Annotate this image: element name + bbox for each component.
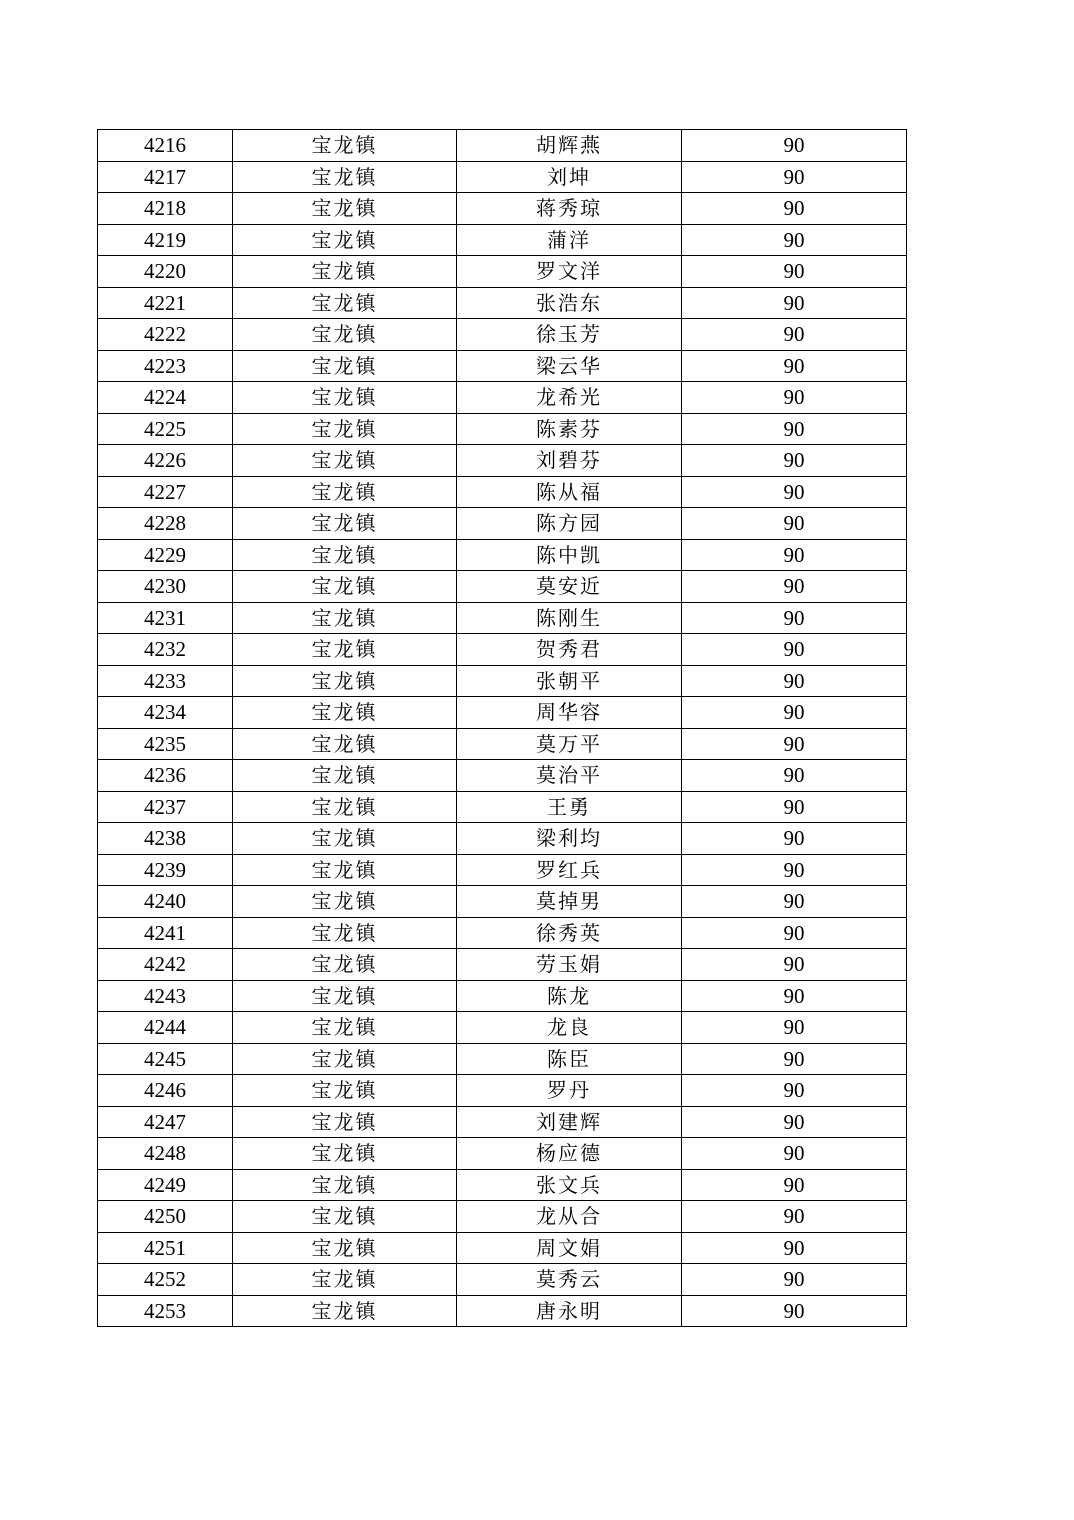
score: 90 — [682, 697, 907, 729]
row-number: 4238 — [98, 823, 233, 855]
table-row — [98, 980, 907, 1012]
row-number: 4244 — [98, 1012, 233, 1044]
town-name: 宝龙镇 — [233, 854, 457, 886]
town-name: 宝龙镇 — [233, 917, 457, 949]
person-name: 莫掉男 — [457, 886, 682, 918]
person-name: 王勇 — [457, 791, 682, 823]
table-row — [98, 602, 907, 634]
table-row — [98, 886, 907, 918]
table-row — [98, 760, 907, 792]
row-number: 4230 — [98, 571, 233, 603]
table-row — [98, 413, 907, 445]
score: 90 — [682, 287, 907, 319]
score: 90 — [682, 980, 907, 1012]
row-number: 4248 — [98, 1138, 233, 1170]
score: 90 — [682, 1169, 907, 1201]
person-name: 徐秀英 — [457, 917, 682, 949]
table-row — [98, 791, 907, 823]
town-name: 宝龙镇 — [233, 1295, 457, 1327]
table-row — [98, 697, 907, 729]
town-name: 宝龙镇 — [233, 476, 457, 508]
score: 90 — [682, 224, 907, 256]
town-name: 宝龙镇 — [233, 413, 457, 445]
person-name: 梁利均 — [457, 823, 682, 855]
score: 90 — [682, 760, 907, 792]
row-number: 4243 — [98, 980, 233, 1012]
person-name: 杨应德 — [457, 1138, 682, 1170]
score: 90 — [682, 949, 907, 981]
score: 90 — [682, 1232, 907, 1264]
town-name: 宝龙镇 — [233, 571, 457, 603]
person-name: 陈中凯 — [457, 539, 682, 571]
person-name: 陈龙 — [457, 980, 682, 1012]
table-row — [98, 382, 907, 414]
table-row — [98, 1295, 907, 1327]
person-name: 张浩东 — [457, 287, 682, 319]
town-name: 宝龙镇 — [233, 949, 457, 981]
table-row — [98, 539, 907, 571]
person-name: 蒋秀琼 — [457, 193, 682, 225]
score: 90 — [682, 382, 907, 414]
town-name: 宝龙镇 — [233, 224, 457, 256]
town-name: 宝龙镇 — [233, 508, 457, 540]
table-row — [98, 193, 907, 225]
table-row — [98, 571, 907, 603]
table-row — [98, 1106, 907, 1138]
score: 90 — [682, 193, 907, 225]
score: 90 — [682, 1201, 907, 1233]
table-row — [98, 728, 907, 760]
person-name: 周华容 — [457, 697, 682, 729]
row-number: 4216 — [98, 130, 233, 162]
roster-table — [97, 129, 907, 1327]
row-number: 4241 — [98, 917, 233, 949]
table-row — [98, 1043, 907, 1075]
person-name: 莫万平 — [457, 728, 682, 760]
person-name: 陈方园 — [457, 508, 682, 540]
row-number: 4217 — [98, 161, 233, 193]
person-name: 贺秀君 — [457, 634, 682, 666]
table-row — [98, 161, 907, 193]
row-number: 4231 — [98, 602, 233, 634]
row-number: 4246 — [98, 1075, 233, 1107]
score: 90 — [682, 161, 907, 193]
town-name: 宝龙镇 — [233, 1138, 457, 1170]
table-row — [98, 634, 907, 666]
table-row — [98, 1232, 907, 1264]
person-name: 陈从福 — [457, 476, 682, 508]
town-name: 宝龙镇 — [233, 728, 457, 760]
person-name: 唐永明 — [457, 1295, 682, 1327]
town-name: 宝龙镇 — [233, 256, 457, 288]
table-row — [98, 1169, 907, 1201]
row-number: 4247 — [98, 1106, 233, 1138]
table-row — [98, 445, 907, 477]
score: 90 — [682, 445, 907, 477]
table-row — [98, 1138, 907, 1170]
person-name: 龙从合 — [457, 1201, 682, 1233]
person-name: 胡辉燕 — [457, 130, 682, 162]
score: 90 — [682, 476, 907, 508]
person-name: 罗文洋 — [457, 256, 682, 288]
person-name: 刘建辉 — [457, 1106, 682, 1138]
town-name: 宝龙镇 — [233, 130, 457, 162]
table-row — [98, 319, 907, 351]
town-name: 宝龙镇 — [233, 1043, 457, 1075]
row-number: 4234 — [98, 697, 233, 729]
row-number: 4225 — [98, 413, 233, 445]
score: 90 — [682, 1106, 907, 1138]
table-row — [98, 508, 907, 540]
row-number: 4249 — [98, 1169, 233, 1201]
score: 90 — [682, 350, 907, 382]
person-name: 陈刚生 — [457, 602, 682, 634]
score: 90 — [682, 571, 907, 603]
town-name: 宝龙镇 — [233, 665, 457, 697]
row-number: 4242 — [98, 949, 233, 981]
row-number: 4219 — [98, 224, 233, 256]
town-name: 宝龙镇 — [233, 382, 457, 414]
town-name: 宝龙镇 — [233, 193, 457, 225]
table-row — [98, 287, 907, 319]
row-number: 4252 — [98, 1264, 233, 1296]
score: 90 — [682, 413, 907, 445]
score: 90 — [682, 1043, 907, 1075]
town-name: 宝龙镇 — [233, 539, 457, 571]
row-number: 4226 — [98, 445, 233, 477]
table-row — [98, 476, 907, 508]
town-name: 宝龙镇 — [233, 445, 457, 477]
row-number: 4221 — [98, 287, 233, 319]
person-name: 张文兵 — [457, 1169, 682, 1201]
row-number: 4240 — [98, 886, 233, 918]
table-row — [98, 224, 907, 256]
score: 90 — [682, 728, 907, 760]
town-name: 宝龙镇 — [233, 1012, 457, 1044]
town-name: 宝龙镇 — [233, 1169, 457, 1201]
row-number: 4236 — [98, 760, 233, 792]
table-row — [98, 1075, 907, 1107]
town-name: 宝龙镇 — [233, 697, 457, 729]
score: 90 — [682, 634, 907, 666]
row-number: 4233 — [98, 665, 233, 697]
row-number: 4223 — [98, 350, 233, 382]
person-name: 梁云华 — [457, 350, 682, 382]
person-name: 陈素芬 — [457, 413, 682, 445]
table-row — [98, 949, 907, 981]
roster-body — [98, 130, 907, 1327]
table-row — [98, 350, 907, 382]
town-name: 宝龙镇 — [233, 319, 457, 351]
row-number: 4251 — [98, 1232, 233, 1264]
row-number: 4239 — [98, 854, 233, 886]
table-row — [98, 130, 907, 162]
town-name: 宝龙镇 — [233, 980, 457, 1012]
table-row — [98, 917, 907, 949]
person-name: 莫治平 — [457, 760, 682, 792]
score: 90 — [682, 319, 907, 351]
row-number: 4232 — [98, 634, 233, 666]
person-name: 罗红兵 — [457, 854, 682, 886]
town-name: 宝龙镇 — [233, 760, 457, 792]
town-name: 宝龙镇 — [233, 287, 457, 319]
town-name: 宝龙镇 — [233, 1106, 457, 1138]
person-name: 龙良 — [457, 1012, 682, 1044]
town-name: 宝龙镇 — [233, 602, 457, 634]
table-row — [98, 1264, 907, 1296]
row-number: 4229 — [98, 539, 233, 571]
town-name: 宝龙镇 — [233, 161, 457, 193]
person-name: 劳玉娟 — [457, 949, 682, 981]
row-number: 4227 — [98, 476, 233, 508]
score: 90 — [682, 1138, 907, 1170]
table-row — [98, 823, 907, 855]
town-name: 宝龙镇 — [233, 350, 457, 382]
town-name: 宝龙镇 — [233, 886, 457, 918]
table-row — [98, 854, 907, 886]
person-name: 刘坤 — [457, 161, 682, 193]
score: 90 — [682, 602, 907, 634]
score: 90 — [682, 917, 907, 949]
score: 90 — [682, 665, 907, 697]
town-name: 宝龙镇 — [233, 1232, 457, 1264]
row-number: 4235 — [98, 728, 233, 760]
person-name: 莫秀云 — [457, 1264, 682, 1296]
person-name: 罗丹 — [457, 1075, 682, 1107]
person-name: 刘碧芬 — [457, 445, 682, 477]
table-row — [98, 1201, 907, 1233]
table-row — [98, 665, 907, 697]
score: 90 — [682, 1012, 907, 1044]
town-name: 宝龙镇 — [233, 1264, 457, 1296]
town-name: 宝龙镇 — [233, 823, 457, 855]
row-number: 4253 — [98, 1295, 233, 1327]
town-name: 宝龙镇 — [233, 1075, 457, 1107]
row-number: 4222 — [98, 319, 233, 351]
score: 90 — [682, 508, 907, 540]
table-row — [98, 1012, 907, 1044]
score: 90 — [682, 823, 907, 855]
score: 90 — [682, 130, 907, 162]
score: 90 — [682, 539, 907, 571]
score: 90 — [682, 854, 907, 886]
town-name: 宝龙镇 — [233, 1201, 457, 1233]
town-name: 宝龙镇 — [233, 634, 457, 666]
row-number: 4218 — [98, 193, 233, 225]
row-number: 4224 — [98, 382, 233, 414]
person-name: 陈臣 — [457, 1043, 682, 1075]
score: 90 — [682, 791, 907, 823]
town-name: 宝龙镇 — [233, 791, 457, 823]
row-number: 4237 — [98, 791, 233, 823]
row-number: 4220 — [98, 256, 233, 288]
score: 90 — [682, 1075, 907, 1107]
person-name: 蒲洋 — [457, 224, 682, 256]
person-name: 张朝平 — [457, 665, 682, 697]
score: 90 — [682, 1264, 907, 1296]
score: 90 — [682, 256, 907, 288]
row-number: 4250 — [98, 1201, 233, 1233]
score: 90 — [682, 886, 907, 918]
person-name: 龙希光 — [457, 382, 682, 414]
person-name: 莫安近 — [457, 571, 682, 603]
row-number: 4245 — [98, 1043, 233, 1075]
person-name: 徐玉芳 — [457, 319, 682, 351]
row-number: 4228 — [98, 508, 233, 540]
person-name: 周文娟 — [457, 1232, 682, 1264]
table-row — [98, 256, 907, 288]
score: 90 — [682, 1295, 907, 1327]
